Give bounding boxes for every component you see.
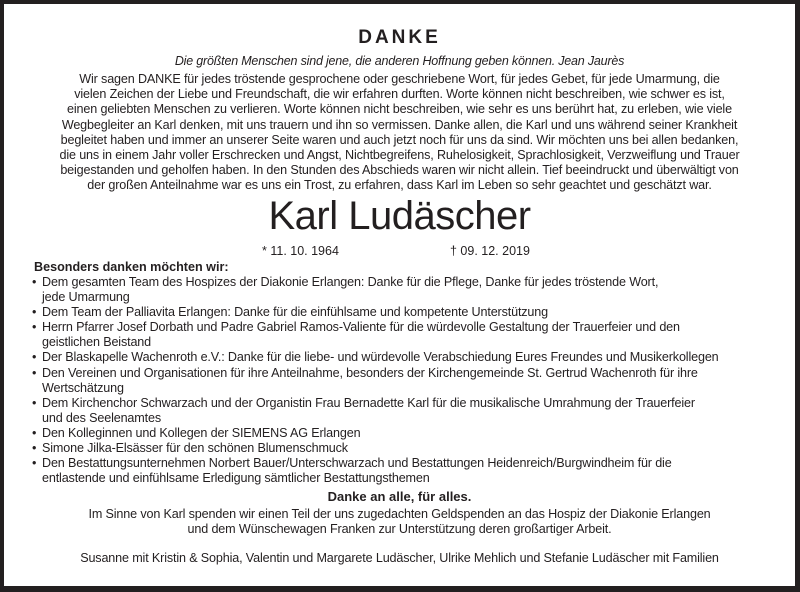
bullet-icon: • bbox=[32, 395, 37, 410]
closing-line: Danke an alle, für alles. bbox=[327, 489, 472, 504]
list-item-text: Simone Jilka-Elsässer für den schönen Blumenschmuck bbox=[42, 441, 348, 456]
list-item bbox=[30, 456, 790, 486]
list-item-text: und des Seelenamtes bbox=[42, 410, 161, 425]
intro-line: begleitet haben und immer an unserer Seite waren und auch jetzt noch für uns da sind. Wir möchten uns bei allen bedanken, bbox=[60, 132, 739, 147]
bullet-icon: • bbox=[32, 425, 37, 440]
intro-line: Wir sagen DANKE für jedes tröstende gesprochene oder geschriebene Wort, für jedes Gebet, für jede Umarmung, die bbox=[79, 72, 720, 86]
list-item-text: Wertschätzung bbox=[42, 380, 124, 395]
intro-line: einen geliebten Menschen zu verlieren. Worte können nicht beschreiben, wie sehr es uns berührt hat, zu erleben, wie viele bbox=[67, 102, 732, 117]
list-item-text: geistlichen Beistand bbox=[42, 335, 152, 350]
list-item-text: jede Umarmung bbox=[42, 290, 130, 305]
special-thanks-heading: Besonders danken möchten wir: bbox=[34, 260, 229, 274]
intro-line: Wegbegleiter an Karl denken, mit uns trauern und ihn so vermissen. Danke allen, die Karl und uns während seiner Krankheit bbox=[61, 117, 738, 132]
obituary-notice bbox=[4, 4, 795, 586]
intro-line: die uns in einem Jahr voller Erschrecken und Angst, Nichtbegreifens, Ruhelosigkeit, Sprachlosigkeit, Verzweiflung und Trauer bbox=[59, 148, 740, 163]
special-thanks-list bbox=[30, 275, 790, 486]
list-item-text: Herrn Pfarrer Josef Dorbath und Padre Gabriel Ramos-Valiente für die würdevolle Gestaltung der Trauerfeier und den bbox=[42, 320, 680, 335]
list-item-text: Dem Kirchenchor Schwarzach und der Organistin Frau Bernadette Karl für die musikalische Umrahmung der Trauerfeier bbox=[42, 395, 695, 410]
death-date: † 09. 12. 2019 bbox=[450, 244, 530, 258]
list-item bbox=[30, 441, 790, 456]
list-item bbox=[30, 366, 790, 396]
list-item bbox=[30, 426, 790, 441]
quote: Die größten Menschen sind jene, die anderen Hoffnung geben können. Jean Jaurès bbox=[174, 54, 625, 68]
list-item-text: Den Kolleginnen und Kollegen der SIEMENS AG Erlangen bbox=[42, 425, 361, 440]
list-item bbox=[30, 396, 790, 426]
donation-line: Im Sinne von Karl spenden wir einen Teil der uns zugedachten Geldspenden an das Hospiz der Diakonie Erlangen bbox=[88, 507, 711, 521]
intro-line: beigestanden und geholfen haben. In den Stunden des Abschieds waren wir nicht allein. Tief beeindruckt und überwältigt von bbox=[60, 163, 739, 178]
bullet-icon: • bbox=[32, 350, 37, 365]
birth-date: * 11. 10. 1964 bbox=[262, 244, 339, 258]
list-item bbox=[30, 305, 790, 320]
intro-line: vielen Zeichen der Liebe und Freundschaft, die wir erfahren durften. Worte können nicht beschreiben, wie schwer es ist, bbox=[74, 87, 725, 102]
intro-paragraph bbox=[24, 72, 775, 194]
list-item bbox=[30, 275, 790, 305]
list-item bbox=[30, 350, 790, 365]
list-item-text: Dem gesamten Team des Hospizes der Diakonie Erlangen: Danke für die Pflege, Danke für jedes tröstende Wort, bbox=[42, 275, 659, 289]
donation-note bbox=[4, 507, 795, 537]
bullet-icon: • bbox=[32, 320, 37, 335]
deceased-name: Karl Ludäscher bbox=[268, 194, 531, 238]
list-item-text: Den Vereinen und Organisationen für ihre Anteilnahme, besonders der Kirchengemeinde St. Gertrud Wachenroth für ihre bbox=[42, 365, 698, 380]
donation-line: und dem Wünschewagen Franken zur Unterstützung deren großartiger Arbeit. bbox=[187, 522, 612, 537]
list-item bbox=[30, 320, 790, 350]
list-item-text: Der Blaskapelle Wachenroth e.V.: Danke für die liebe- und würdevolle Verabschiedung Eures Freundes und Musikerkollegen bbox=[42, 350, 719, 365]
notice-title: DANKE bbox=[358, 27, 441, 48]
bullet-icon: • bbox=[32, 365, 37, 380]
list-item-text: Den Bestattungsunternehmen Norbert Bauer/Unterschwarzach und Bestattungen Heidenreich/Burgwindheim für die bbox=[42, 456, 672, 471]
bullet-icon: • bbox=[32, 456, 37, 471]
bullet-icon: • bbox=[32, 275, 37, 289]
bullet-icon: • bbox=[32, 305, 37, 320]
intro-line: der großen Anteilnahme war es uns ein Trost, zu erfahren, dass Karl im Leben so sehr geachtet und geschätzt war. bbox=[87, 178, 712, 193]
bullet-icon: • bbox=[32, 441, 37, 456]
list-item-text: entlastende und einfühlsame Erledigung sämtlicher Bestattungsthemen bbox=[42, 471, 430, 486]
family-signature: Susanne mit Kristin & Sophia, Valentin und Margarete Ludäscher, Ulrike Mehlich und Stefanie Ludäscher mit Familien bbox=[80, 551, 719, 565]
list-item-text: Dem Team der Palliavita Erlangen: Danke für die einfühlsame und kompetente Unterstützung bbox=[42, 305, 548, 320]
